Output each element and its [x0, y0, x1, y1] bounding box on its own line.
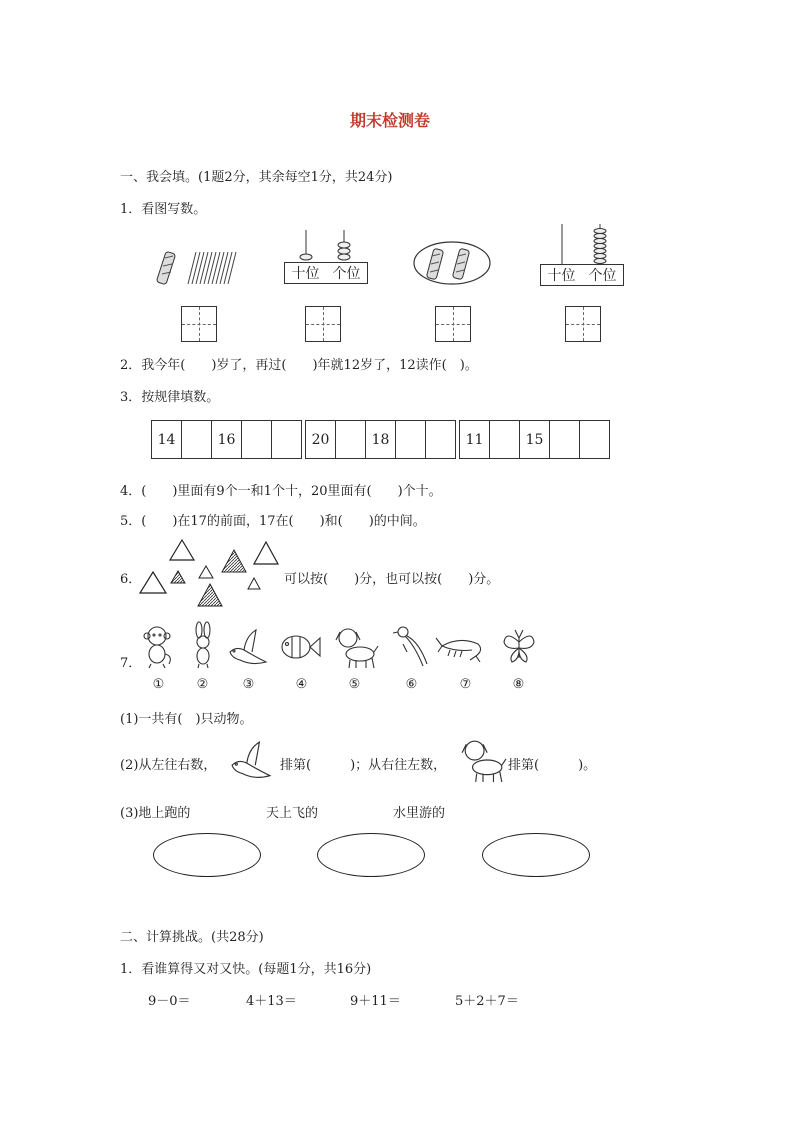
- abacus-2: [552, 222, 612, 264]
- q7-3-sky-label: 天上飞的: [266, 806, 319, 821]
- dog-icon: [460, 738, 506, 782]
- butterfly-icon: [502, 628, 536, 666]
- tens-label: 十位: [291, 266, 320, 282]
- q6-number: 6．: [120, 572, 142, 587]
- monkey-icon: [143, 624, 173, 668]
- expression: 9＋11＝: [350, 994, 401, 1009]
- sequence-1: [151, 420, 302, 459]
- q6-text: 可以按( )分，也可以按( )分。: [284, 572, 500, 587]
- abacus-2-place-labels: [540, 264, 624, 286]
- answer-box-1[interactable]: [181, 306, 217, 342]
- sequence-cell[interactable]: [580, 421, 609, 458]
- q1-text: 1．看图写数。: [120, 202, 207, 217]
- tens-label: 十位: [547, 268, 576, 284]
- expression: 5＋2＋7＝: [455, 994, 519, 1009]
- abacus-1-place-labels: [284, 262, 368, 284]
- sequence-cell: 20: [306, 421, 336, 458]
- sequence-cell: 18: [366, 421, 396, 458]
- q7-2-text-a: (2)从左往右数，: [120, 758, 217, 773]
- sequence-cell[interactable]: [490, 421, 520, 458]
- shrimp-icon: [436, 634, 486, 664]
- q7-3-water-label: 水里游的: [393, 806, 446, 821]
- fish-icon: [280, 630, 322, 664]
- q3-text: 3．按规律填数。: [120, 390, 220, 405]
- answer-ellipse-sky[interactable]: [317, 833, 425, 877]
- bird-icon: [393, 624, 431, 670]
- sequence-cell[interactable]: [242, 421, 272, 458]
- dove-icon: [226, 740, 276, 782]
- sequence-cell[interactable]: [336, 421, 366, 458]
- expression: 4＋13＝: [246, 994, 297, 1009]
- q7-number: 7．: [120, 656, 142, 671]
- animal-label: ⑦: [459, 677, 472, 692]
- sequence-cell[interactable]: [426, 421, 455, 458]
- answer-box-4[interactable]: [565, 306, 601, 342]
- sequence-cell: 15: [520, 421, 550, 458]
- answer-box-2[interactable]: [305, 306, 341, 342]
- page-title: 期末检测卷: [350, 111, 431, 130]
- sequence-cell[interactable]: [396, 421, 426, 458]
- expression: 9－0＝: [148, 994, 191, 1009]
- animal-label: ⑥: [405, 677, 418, 692]
- sequence-cell: 16: [212, 421, 242, 458]
- abacus-1: [296, 228, 356, 260]
- sticks-circle-image: [412, 240, 492, 286]
- ones-label: 个位: [332, 266, 361, 282]
- sequence-cell[interactable]: [272, 421, 301, 458]
- dog-icon: [334, 626, 378, 668]
- q7-2-text-b: 排第( )；从右往左数，: [280, 758, 447, 773]
- sequence-cell[interactable]: [550, 421, 580, 458]
- answer-box-3[interactable]: [435, 306, 471, 342]
- answer-ellipse-land[interactable]: [153, 833, 261, 877]
- sequence-3: [459, 420, 610, 459]
- rabbit-icon: [190, 622, 216, 668]
- animal-label: ①: [152, 677, 165, 692]
- sequence-2: [305, 420, 456, 459]
- animal-label: ⑤: [348, 677, 361, 692]
- q7-2-text-c: 排第( )。: [508, 758, 597, 773]
- dove-icon: [226, 628, 270, 668]
- section2-heading: 二、计算挑战。(共28分): [120, 930, 264, 945]
- q2-text: 2．我今年( )岁了，再过( )年就12岁了，12读作( )。: [120, 358, 478, 373]
- q4-text: 4．( )里面有9个一和1个十，20里面有( )个十。: [120, 484, 442, 499]
- q7-1-text: (1)一共有( )只动物。: [120, 712, 253, 727]
- sticks-bundle-image: [158, 248, 240, 288]
- animal-label: ③: [242, 677, 255, 692]
- triangles-image: [138, 538, 283, 610]
- ones-label: 个位: [588, 268, 617, 284]
- sequence-cell: 11: [460, 421, 490, 458]
- answer-ellipse-water[interactable]: [482, 833, 590, 877]
- q5-text: 5．( )在17的前面，17在( )和( )的中间。: [120, 514, 426, 529]
- q7-3-land-label: (3)地上跑的: [120, 806, 191, 821]
- section1-heading: 一、我会填。(1题2分，其余每空1分，共24分): [120, 170, 393, 185]
- animal-label: ⑧: [512, 677, 525, 692]
- sequence-cell: 14: [152, 421, 182, 458]
- section2-q1-text: 1．看谁算得又对又快。(每题1分，共16分): [120, 962, 372, 977]
- animal-label: ④: [295, 677, 308, 692]
- animal-label: ②: [196, 677, 209, 692]
- sequence-cell[interactable]: [182, 421, 212, 458]
